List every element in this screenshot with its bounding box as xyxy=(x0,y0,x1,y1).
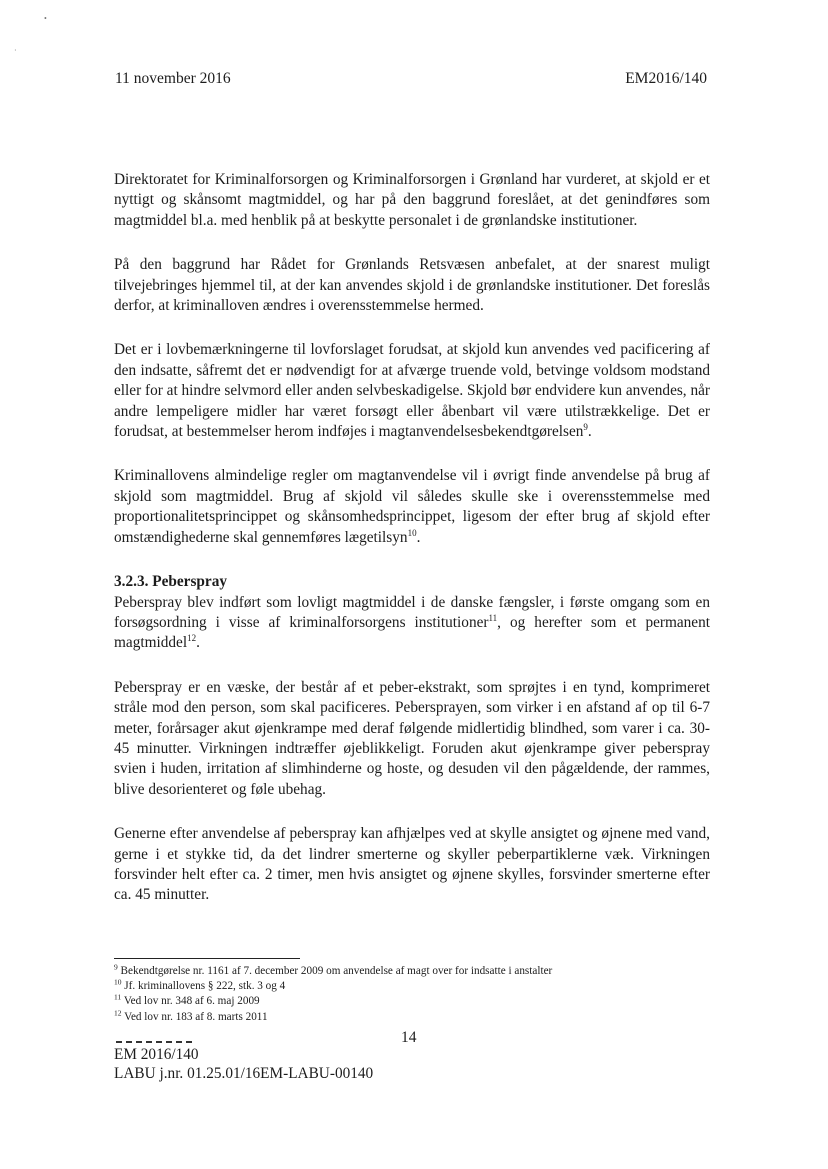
footnote-text: Bekendtgørelse nr. 1161 af 7. december 2009 om anvendelse af magt over for indsatte i anstalter xyxy=(120,965,553,977)
footer-line: LABU j.nr. 01.25.01/16EM-LABU-00140 xyxy=(114,1065,374,1082)
scan-speck: • xyxy=(44,14,47,23)
footer-reference xyxy=(114,1045,373,1083)
footnote-ref: 10 xyxy=(407,527,417,538)
paragraph: Generne efter anvendelse af peberspray kan afhjælpes ved at skylle ansigtet og øjnene med vand, gerne i et stykke tid, da det lindrer smerterne og skyller peberpartiklerne væk. Virkningen forsvinder helt efter ca. 2 timer, men hvis ansigtet og øjnene skylles, forsvinder smerterne efter ca. 45 minutter. xyxy=(114,825,710,904)
page-number: 14 xyxy=(401,1029,417,1046)
footnote-separator xyxy=(114,958,300,959)
footnote-number: 10 xyxy=(114,977,122,987)
footnote-number: 12 xyxy=(114,1007,122,1017)
paragraph-end: . xyxy=(196,634,200,652)
paragraph-text: Peberspray blev indført som lovligt magtmiddel i de danske fængsler, i første omgang som en forsøgsordning i visse af kriminalforsorgens institutioner xyxy=(114,593,710,631)
paragraph xyxy=(114,593,710,654)
header-reference: EM2016/140 xyxy=(625,70,707,87)
paragraph xyxy=(114,466,710,548)
paragraph-text: , og herefter som et permanent magtmiddel xyxy=(114,613,710,652)
footnote-text: Jf. kriminallovens § 222, stk. 3 og 4 xyxy=(124,980,286,993)
body-text xyxy=(114,170,710,930)
scan-speck: · xyxy=(14,46,17,55)
footnote-text: Ved lov nr. 348 af 6. maj 2009 xyxy=(123,995,260,1008)
footnote xyxy=(114,1007,710,1025)
footnote-text: Ved lov nr. 183 af 8. marts 2011 xyxy=(124,1010,268,1023)
section-heading: 3.2.3. Peberspray xyxy=(114,573,228,591)
footnote-number: 11 xyxy=(114,992,122,1002)
footnote xyxy=(114,994,710,1009)
paragraph: Peberspray er en væske, der består af et peber-ekstrakt, som sprøjtes i en tynd, komprimeret stråle mod den person, som skal pacificeres. Pebersprayen, som virker i en afstand af op til 6-7 meter, forårsager akut øjenkrampe med deraf følgende midlertidig blindhed, som varer i ca. 30-45 minutter. Virkningen indtræffer øjeblikkeligt. Foruden akut øjenkrampe giver peberspray svien i huden, irritation af slimhinderne og hoste, og desuden vil den pågældende, der rammes, blive desorienteret og føle ubehag. xyxy=(114,678,710,798)
header-date: 11 november 2016 xyxy=(115,70,231,87)
footnote xyxy=(114,964,710,979)
paragraph-text: Kriminallovens almindelige regler om magtanvendelse vil i øvrigt finde anvendelse på brug af skjold som magtmiddel. Brug af skjold vil således skulle ske i overensstemmelse med proportionalitetsprincippet og skånsomhedsprincippet, ligesom der efter brug af skjold efter omstændighederne skal gennemføres lægetilsyn xyxy=(114,467,710,546)
paragraph xyxy=(114,340,710,442)
footnote-ref: 12 xyxy=(187,633,197,644)
footnote-number: 9 xyxy=(114,962,118,972)
footnote-ref: 9 xyxy=(583,421,588,432)
paragraph-text: Det er i lovbemærkningerne til lovforslaget forudsat, at skjold kun anvendes ved pacificering af den indsatte, såfremt det er nødvendigt for at afværge truende vold, betvinge voldsom modstand eller for at hindre selvmord eller anden selvbeskadigelse. Skjold bør endvidere kun anvendes, når andre lempeligere midler har været forsøgt eller åbenbart vil være utilstrækkelige. Det er forudsat, at bestemmelser herom indføjes i magtanvendelsesbekendtgørelsen xyxy=(114,341,710,441)
footnote xyxy=(114,979,710,994)
paragraph-end: . xyxy=(416,528,421,546)
paragraph: På den baggrund har Rådet for Grønlands Retsvæsen anbefalet, at der snarest muligt tilvejebringes hjemmel til, at der kan anvendes skjold i de grønlandske institutioner. Det foreslås derfor, at kriminalloven ændres i overensstemmelse hermed. xyxy=(114,256,710,315)
footer-separator xyxy=(116,1041,192,1043)
footer-line: EM 2016/140 xyxy=(114,1046,199,1063)
footnote-ref: 11 xyxy=(488,612,498,623)
paragraph: Direktoratet for Kriminalforsorgen og Kriminalforsorgen i Grønland har vurderet, at skjold er et nyttigt og skånsomt magtmiddel, og har på den baggrund foreslået, at det genindføres som magtmiddel bl.a. med henblik på at beskytte personalet i de grønlandske institutioner. xyxy=(114,171,710,229)
paragraph-end: . xyxy=(587,423,592,441)
footnotes xyxy=(114,964,710,1025)
